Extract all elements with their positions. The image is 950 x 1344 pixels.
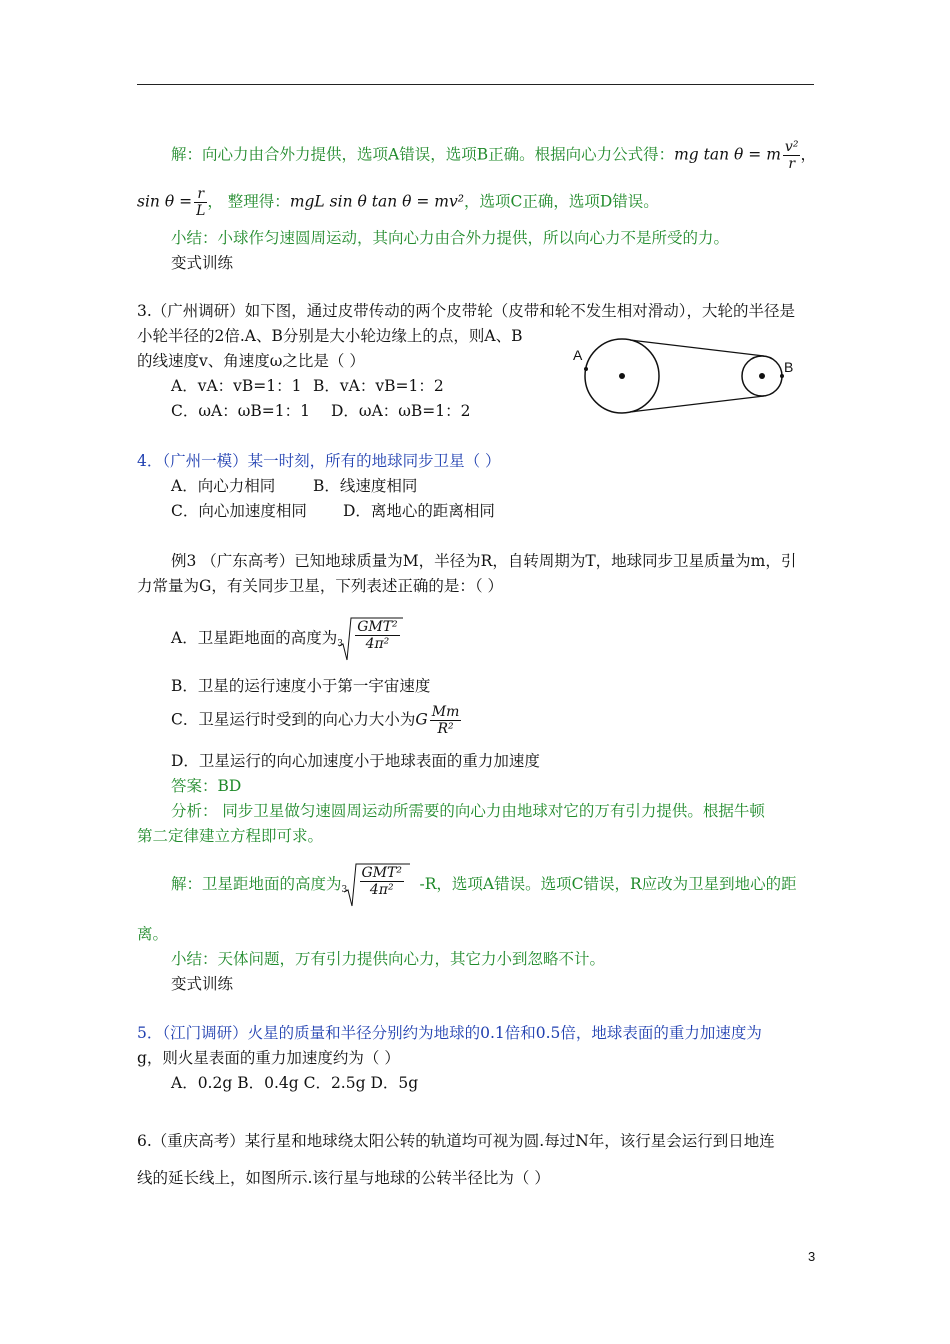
fraction-Mm-over-R2 — [430, 704, 462, 737]
fraction-numerator: GMT² — [361, 865, 402, 881]
q3-line-2: 小轮半径的2倍.A、B分别是大小轮边缘上的点，则A、B — [137, 327, 523, 345]
ex3-analysis-line-1: 分析： 同步卫星做匀速圆周运动所需要的向心力由地球对它的万有引力提供。根据牛顿 — [171, 802, 765, 820]
root-index: 3 — [341, 885, 348, 895]
solution-text: -R，选项A错误。选项C错误，R应改为卫星到地心的距 — [419, 875, 797, 893]
label-a: A — [573, 347, 583, 363]
solution-text: ， 整理得： — [207, 192, 290, 211]
ex3-summary: 小结：天体问题，万有引力提供向心力，其它力小到忽略不计。 — [171, 950, 606, 968]
label-b: B — [784, 359, 794, 375]
formula-lhs: mg tan θ = m — [674, 145, 781, 164]
punctuation: ， — [800, 145, 816, 164]
q3-option-d: D．ωA：ωB=1：2 — [331, 402, 471, 420]
fraction-v2-over-r — [783, 139, 801, 172]
q3-option-b: B．vA：vB=1：2 — [313, 377, 444, 395]
radical-sign — [342, 862, 414, 908]
q3-option-c: C．ωA：ωB=1：1 — [171, 402, 310, 420]
belt-bottom — [630, 396, 764, 412]
header-rule — [137, 84, 814, 85]
ex3-solution-line-2: 离。 — [137, 925, 169, 943]
gravitational-constant: G — [415, 710, 428, 729]
option-text: A．卫星距地面的高度为 — [171, 629, 338, 647]
q5-options: A．0.2g B．0.4g C．2.5g D．5g — [171, 1074, 419, 1092]
belt-pulley-diagram — [565, 330, 805, 420]
fraction-numerator: GMT² — [357, 619, 398, 635]
ex3-line-1: 例3 （广东高考）已知地球质量为M，半径为R，自转周期为T，地球同步卫星质量为m，引 — [171, 552, 797, 570]
page-number: 3 — [808, 1249, 816, 1264]
q6-line-2: 线的延长线上，如图所示.该行星与地球的公转半径比为（ ） — [137, 1169, 550, 1187]
cube-root-expression — [337, 616, 413, 662]
q5-stem: 5．（江门调研）火星的质量和半径分别约为地球的0.1倍和0.5倍，地球表面的重力加速度为 — [137, 1024, 762, 1042]
ex3-option-d: D．卫星运行的向心加速度小于地球表面的重力加速度 — [171, 752, 540, 770]
ex3-option-a — [171, 616, 413, 664]
solution-text: 解：卫星距地面的高度为 — [171, 875, 342, 893]
cube-root-expression — [342, 862, 420, 908]
root-index: 3 — [337, 639, 343, 649]
fraction-r-over-L — [194, 186, 207, 219]
ex3-solution-line-1 — [171, 862, 797, 910]
q4-option-b: B．线速度相同 — [313, 477, 418, 495]
small-pulley-center — [759, 373, 765, 379]
ex3-line-2: 力常量为G，有关同步卫星，下列表述正确的是：（ ） — [137, 577, 504, 595]
q4-line-1 — [137, 451, 501, 471]
fraction-denominator: L — [196, 203, 206, 219]
option-text: C．卫星运行时受到的向心力大小为 — [171, 710, 416, 729]
q3-option-a: A．vA：vB=1：1 — [171, 377, 302, 395]
q6-line-1: 6.（重庆高考）某行星和地球绕太阳公转的轨道均可视为圆.每过N年，该行星会运行到日地连 — [137, 1132, 775, 1150]
summary-1: 小结：小球作匀速圆周运动，其向心力由合外力提供，所以向心力不是所受的力。 — [171, 229, 730, 247]
formula-result: mgL sin θ tan θ = mv² — [289, 192, 464, 211]
ex3-option-c — [171, 704, 461, 737]
q5-line-1 — [137, 1023, 762, 1043]
fraction-denominator: 4π² — [360, 881, 404, 898]
formula-sin: sin θ = — [137, 192, 193, 211]
q3-line-3: 的线速度v、角速度ω之比是（ ） — [137, 352, 365, 370]
large-pulley-center — [619, 373, 625, 379]
practice-heading-1: 变式训练 — [171, 254, 234, 272]
fraction-denominator: 4π² — [355, 635, 399, 652]
ex3-option-b: B．卫星的运行速度小于第一宇宙速度 — [171, 677, 431, 695]
belt-top — [630, 340, 764, 356]
solution-text: 解：向心力由合外力提供，选项A错误，选项B正确。根据向心力公式得： — [171, 145, 675, 164]
fraction-denominator: R² — [430, 720, 462, 737]
fraction-numerator: Mm — [431, 704, 460, 720]
fraction-denominator: r — [783, 155, 801, 172]
q3-line-1: 3.（广州调研）如下图，通过皮带传动的两个皮带轮（皮带和轮不发生相对滑动），大轮的半径是 — [137, 302, 796, 320]
q4-stem: 4．（广州一模）某一时刻，所有的地球同步卫星（ ） — [137, 452, 501, 470]
q4-option-d: D．离地心的距离相同 — [343, 502, 495, 520]
q5-line-2: g，则火星表面的重力加速度约为（ ） — [137, 1049, 400, 1067]
practice-heading-2: 变式训练 — [171, 975, 234, 993]
fraction-numerator: v² — [784, 139, 799, 155]
fraction-numerator: r — [197, 186, 205, 202]
ex3-answer: 答案：BD — [171, 777, 242, 795]
ex3-analysis-line-2: 第二定律建立方程即可求。 — [137, 827, 324, 845]
solution-line-1 — [171, 139, 816, 172]
solution-text: ，选项C正确，选项D错误。 — [463, 192, 659, 211]
q4-option-c: C．向心加速度相同 — [171, 502, 307, 520]
point-a — [584, 367, 588, 371]
solution-line-2 — [137, 186, 659, 219]
q4-option-a: A．向心力相同 — [171, 477, 276, 495]
radical-sign — [337, 616, 407, 662]
